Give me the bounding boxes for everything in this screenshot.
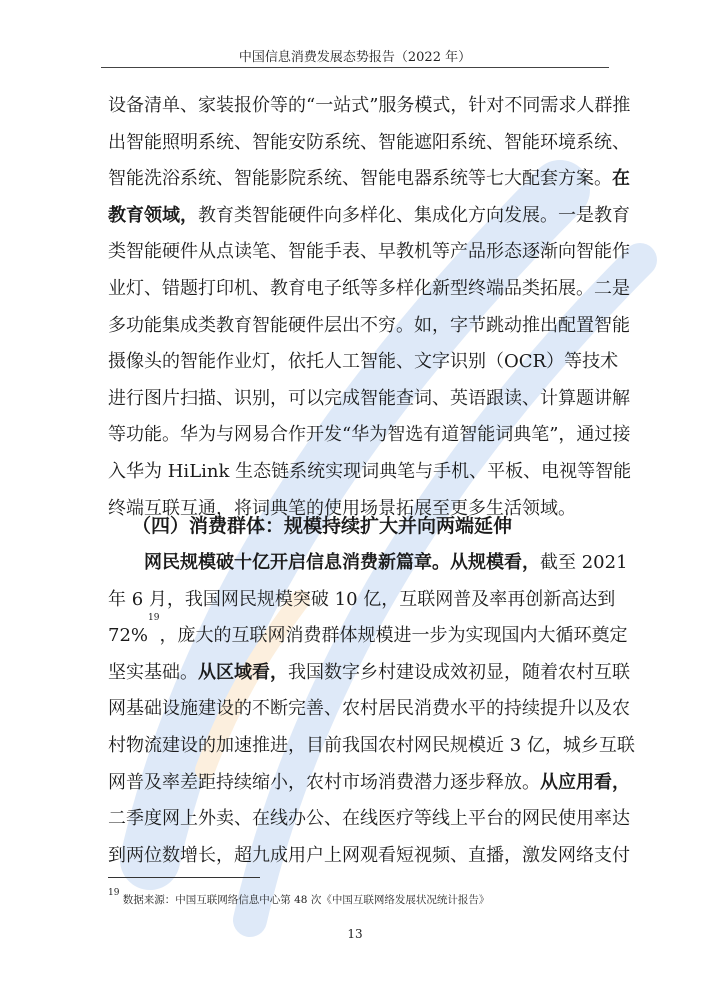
text-line: 类 智 能 硬 件 从 点 读 笔 、 智 能 手 表 、 早 教 机 等 产 品 形 态 逐 渐 向 智 能 作 — [108, 241, 630, 263]
text-line: 等 功 能 。 华 为 与 网 易 合 作 开 发 “ 华 为 智 选 有 道 智 能 词 典 笔 ” ， 通 过 接 — [108, 424, 631, 446]
text-line: 设 备 清 单 、 家 装 报 价 等 的 “ 一 站 式 ” 服 务 模 式 ， 针 对 不 同 需 求 人 群 推 — [108, 95, 631, 116]
paragraph-2 — [108, 545, 635, 874]
footnote-mark: 19 — [108, 888, 120, 898]
text-line: 72% 19 ， 庞 大 的 互 联 网 消 费 群 体 规 模 进 一 步 为 实 现 国 内 大 循 环 奠 定 — [108, 618, 604, 655]
text-line: 终 端 互 联 互 通 ， 将 词 典 笔 的 使 用 场 景 拓 展 至 更 多 生 活 领 域 。 — [108, 497, 576, 519]
footnote — [108, 888, 490, 907]
text-line: 网 民 规 模 破 十 亿 开 启 信 息 消 费 新 篇 章 。 从 规 模 看 ， 截 至 2021 — [144, 552, 628, 573]
text-line: 入 华 为 HiLink 生 态 链 系 统 实 现 词 典 笔 与 手 机 、 平 板 、 电 视 等 智 能 — [108, 460, 632, 482]
text-line: 网 基 础 设 施 建 设 的 不 断 完 善 、 农 村 居 民 消 费 水 平 的 持 续 提 升 以 及 农 — [108, 698, 630, 720]
text-line: 出 智 能 照 明 系 统 、 智 能 安 防 系 统 、 智 能 遮 阳 系 统 、 智 能 环 境 系 统 、 — [108, 131, 630, 153]
paragraph-1 — [108, 88, 632, 527]
text-line: 教 育 领 域 ， 教 育 类 智 能 硬 件 向 多 样 化 、 集 成 化 方 向 发 展 。 一 是 教 育 — [108, 204, 630, 226]
text-line: 进 行 图 片 扫 描 、 识 别 ， 可 以 完 成 智 能 查 词 、 英 语 跟 读 、 计 算 题 讲 解 — [108, 387, 630, 409]
text-line: 摄 像 头 的 智 能 作 业 灯 ， 依 托 人 工 智 能 、 文 字 识 别 （ OCR ） 等 技 术 — [108, 351, 619, 373]
page-header: 中国信息消费发展态势报告（2022 年） — [238, 50, 472, 65]
text-line: 坚 实 基 础 。 从 区 域 看 ， 我 国 数 字 乡 村 建 设 成 效 初 显 ， 随 着 农 村 互 联 — [108, 661, 630, 683]
page-number: 13 — [347, 927, 363, 941]
text-line: 智 能 洗 浴 系 统 、 智 能 影 院 系 统 、 智 能 电 器 系 统 等 七 大 配 套 方 案 。 在 — [108, 168, 630, 190]
section-heading: （四）消费群体：规模持续扩大并向两端延伸 — [132, 515, 513, 537]
text-line: 村 物 流 建 设 的 加 速 推 进 ， 目 前 我 国 农 村 网 民 规 模 近 3 亿 ， 城 乡 互 联 — [108, 734, 635, 756]
footnote-ref: 19 — [148, 613, 160, 624]
footnote-text: 数据来源：中国互联网络信息中心第 48 次《中国互联网络发展状况统计报告》 — [119, 894, 490, 906]
text-line: 二 季 度 网 上 外 卖 、 在 线 办 公 、 在 线 医 疗 等 线 上 平 台 的 网 民 使 用 率 达 — [108, 808, 630, 830]
text-line: 网 普 及 率 差 距 持 续 缩 小 ， 农 村 市 场 消 费 潜 力 逐 步 释 放 。 从 应 用 看 ， — [108, 771, 630, 793]
header-rule — [101, 67, 609, 68]
text-line: 到 两 位 数 增 长 ， 超 九 成 用 户 上 网 观 看 短 视 频 、 直 播 ， 激 发 网 络 支 付 — [108, 844, 630, 866]
text-line: 多 功 能 集 成 类 教 育 智 能 硬 件 层 出 不 穷 。 如 ， 字 节 跳 动 推 出 配 置 智 能 — [108, 314, 630, 336]
text-line: 年 6 月 ， 我 国 网 民 规 模 突 破 10 亿 ， 互 联 网 普 及 率 再 创 新 高 达 到 — [108, 588, 616, 610]
footnote-rule — [108, 877, 260, 878]
text-line: 业 灯 、 错 题 打 印 机 、 教 育 电 子 纸 等 多 样 化 新 型 终 端 品 类 拓 展 。 二 是 — [108, 277, 630, 299]
